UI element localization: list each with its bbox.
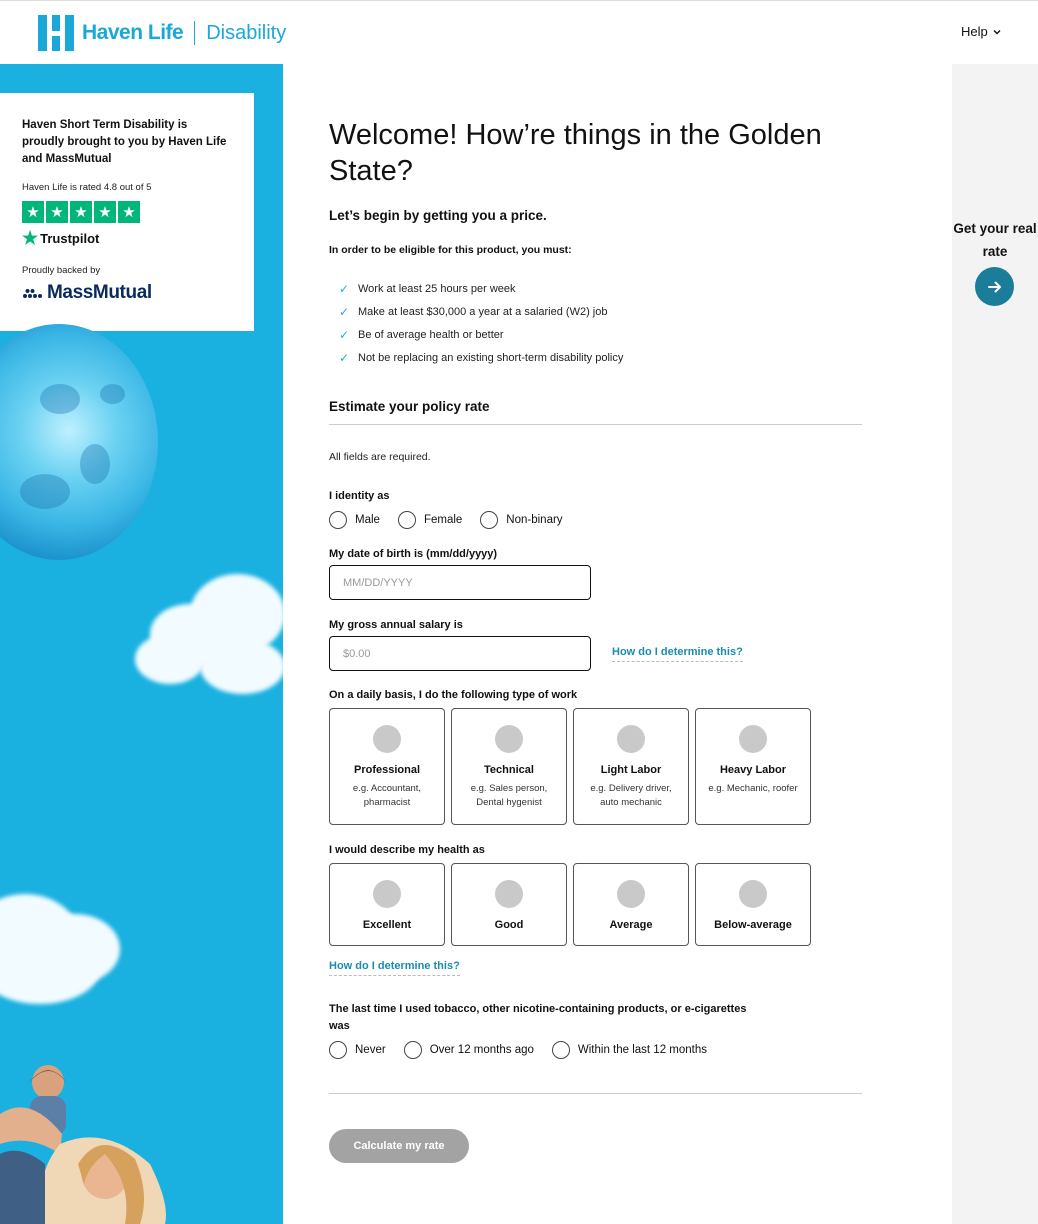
radio-over-12-months[interactable]: Over 12 months ago [404, 1041, 534, 1059]
check-icon: ✓ [339, 281, 350, 296]
left-hero-panel [0, 64, 283, 1224]
radio-male[interactable]: Male [329, 511, 380, 529]
good-icon [495, 880, 523, 908]
eligibility-title: In order to be eligible for this product, you must: [329, 244, 572, 256]
professional-icon [373, 725, 401, 753]
trustpilot-label: Trustpilot [40, 230, 100, 246]
brand-name: Haven Life [82, 21, 184, 44]
header [0, 0, 1038, 64]
radio-never[interactable]: Never [329, 1041, 386, 1059]
radio-circle[interactable] [404, 1041, 422, 1059]
health-help-link[interactable]: How do I determine this? [329, 960, 460, 976]
salary-label: My gross annual salary is [329, 619, 463, 631]
lead-text: Let’s begin by getting you a price. [329, 208, 547, 223]
product-name: Disability [206, 21, 287, 44]
star-icon: ★ [46, 201, 68, 223]
salary-help-link[interactable]: How do I determine this? [612, 646, 743, 662]
promo-title: Haven Short Term Disability is proudly brought to you by Haven Life and MassMutual [22, 119, 227, 165]
work-label: On a daily basis, I do the following type of work [329, 689, 578, 701]
calculate-rate-button[interactable]: Calculate my rate [329, 1129, 469, 1163]
identity-radio-group [329, 511, 581, 529]
health-label: I would describe my health as [329, 844, 485, 856]
get-rate-button[interactable] [975, 267, 1014, 306]
list-item: ✓ Not be replacing an existing short-term disability policy [339, 350, 624, 365]
chevron-down-icon [993, 29, 1001, 35]
radio-non-binary[interactable]: Non-binary [480, 511, 562, 529]
work-option-technical[interactable]: Technical e.g. Sales person, Dental hygenist [451, 708, 567, 825]
list-item: ✓ Make at least $30,000 a year at a salaried (W2) job [339, 304, 608, 319]
requirements-list [339, 277, 623, 369]
help-label: Help [961, 24, 988, 39]
moon-image [0, 324, 158, 560]
salary-input[interactable] [329, 636, 591, 671]
identity-label: I identity as [329, 490, 390, 502]
divider [329, 1093, 862, 1094]
trustpilot-star-icon: ★ [22, 228, 39, 248]
technical-icon [495, 725, 523, 753]
logo-divider [194, 21, 195, 45]
rating-stars [22, 201, 232, 223]
radio-circle[interactable] [329, 511, 347, 529]
tobacco-label: The last time I used tobacco, other nicotine-containing products, or e-cigarettes was [329, 1003, 747, 1032]
health-options [329, 863, 811, 946]
star-icon: ★ [22, 201, 44, 223]
star-icon: ★ [70, 201, 92, 223]
arrow-right-icon [988, 280, 1002, 294]
average-icon [617, 880, 645, 908]
partner-name: MassMutual [47, 282, 152, 303]
massmutual-logo [22, 282, 232, 304]
dob-label: My date of birth is (mm/dd/yyyy) [329, 548, 498, 560]
health-option-excellent[interactable]: Excellent [329, 863, 445, 946]
help-menu[interactable] [961, 24, 1001, 39]
work-option-heavy-labor[interactable]: Heavy Labor e.g. Mechanic, roofer [695, 708, 811, 825]
required-note: All fields are required. [329, 451, 431, 463]
promo-card [0, 93, 254, 331]
work-option-light-labor[interactable]: Light Labor e.g. Delivery driver, auto mechanic [573, 708, 689, 825]
right-rail [952, 64, 1038, 1224]
star-icon: ★ [94, 201, 116, 223]
page-title: Welcome! How’re things in the Golden State? [329, 119, 822, 187]
check-icon: ✓ [339, 304, 350, 319]
trustpilot-logo[interactable] [22, 229, 232, 247]
radio-circle[interactable] [398, 511, 416, 529]
radio-circle[interactable] [552, 1041, 570, 1059]
radio-within-12-months[interactable]: Within the last 12 months [552, 1041, 707, 1059]
haven-logo-icon [38, 15, 74, 51]
below-average-icon [739, 880, 767, 908]
tobacco-radio-group [329, 1041, 725, 1059]
work-option-professional[interactable]: Professional e.g. Accountant, pharmacist [329, 708, 445, 825]
family-photo [0, 1054, 175, 1224]
rating-text: Haven Life is rated 4.8 out of 5 [22, 182, 152, 193]
dob-input[interactable] [329, 565, 591, 600]
health-option-good[interactable]: Good [451, 863, 567, 946]
excellent-icon [373, 880, 401, 908]
radio-circle[interactable] [329, 1041, 347, 1059]
work-type-options [329, 708, 811, 825]
star-icon: ★ [118, 201, 140, 223]
haven-life-logo[interactable] [38, 15, 286, 51]
list-item: ✓ Be of average health or better [339, 327, 504, 342]
heavy-labor-icon [739, 725, 767, 753]
massmutual-dots-icon [22, 287, 42, 299]
divider [329, 424, 862, 425]
health-option-below-average[interactable]: Below-average [695, 863, 811, 946]
radio-circle[interactable] [480, 511, 498, 529]
list-item: ✓ Work at least 25 hours per week [339, 281, 516, 296]
radio-female[interactable]: Female [398, 511, 462, 529]
rail-title: Get your real rate [953, 221, 1037, 259]
light-labor-icon [617, 725, 645, 753]
section-title: Estimate your policy rate [329, 399, 490, 414]
check-icon: ✓ [339, 327, 350, 342]
health-option-average[interactable]: Average [573, 863, 689, 946]
check-icon: ✓ [339, 350, 350, 365]
backed-by-text: Proudly backed by [22, 265, 101, 276]
